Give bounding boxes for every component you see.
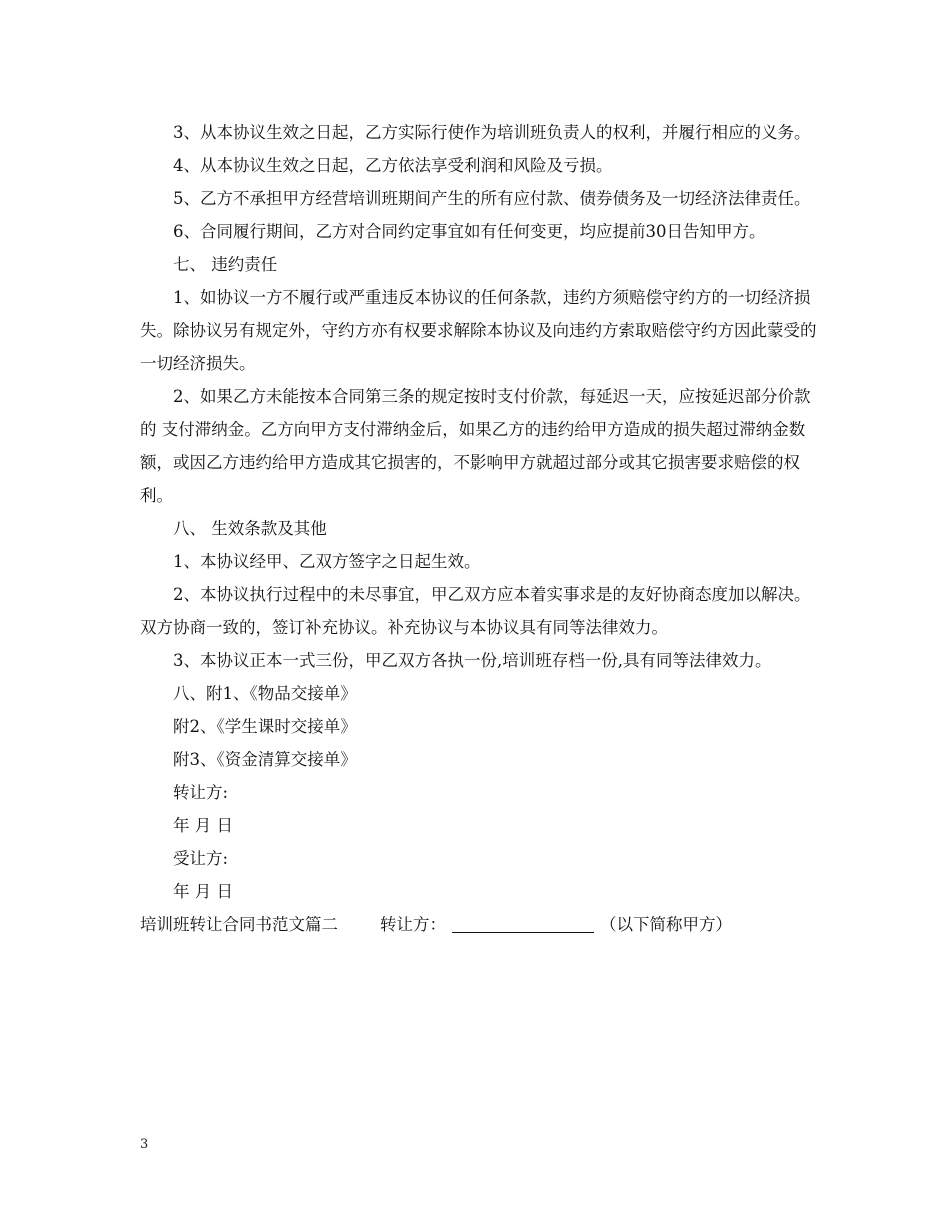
closing-title: 培训班转让合同书范文篇二: [140, 915, 338, 934]
section-8-item-2: 2、本协议执行过程中的未尽事宜，甲乙双方应本着实事求是的友好协商态度加以解决。双方协商一致的，签订补充协议。补充协议与本协议具有同等法律效力。: [140, 585, 811, 637]
attachment-1: 八、附1、《物品交接单》: [173, 684, 357, 703]
document-body: [140, 116, 818, 941]
closing-transferor-label: 转让方：: [379, 915, 446, 934]
section-8-heading: 八、 生效条款及其他: [173, 519, 327, 538]
section-8-item-1: 1、本协议经甲、乙双方签字之日起生效。: [173, 552, 481, 571]
transferee-date: 年 月 日: [173, 882, 233, 901]
closing-line: [140, 908, 818, 941]
transferee-label: 受让方:: [173, 849, 229, 868]
attachment-3: 附3、《资金清算交接单》: [173, 750, 357, 769]
signature-blank: [452, 914, 594, 933]
transferor-date: 年 月 日: [173, 816, 233, 835]
section-7-item-2: 2、如果乙方未能按本合同第三条的规定按时支付价款，每延迟一天，应按延迟部分价款的 支付滞纳金。乙方向甲方支付滞纳金后，如果乙方的违约给甲方造成的损失超过滞纳金数额，或因乙方违约给甲方造成其它损害的，不影响甲方就超过部分或其它损害要求赔偿的权利。: [140, 387, 811, 505]
paragraph-6: 6、合同履行期间，乙方对合同约定事宜如有任何变更，均应提前30日告知甲方。: [173, 222, 766, 241]
transferor-label: 转让方:: [173, 783, 229, 802]
paragraph-3: 3、从本协议生效之日起，乙方实际行使作为培训班负责人的权利，并履行相应的义务。: [173, 123, 811, 142]
page-number: 3: [140, 1137, 149, 1152]
paragraph-5: 5、乙方不承担甲方经营培训班期间产生的所有应付款、债券债务及一切经济法律责任。: [173, 189, 811, 208]
section-7-heading: 七、 违约责任: [173, 255, 278, 274]
section-8-item-3: 3、本协议正本一式三份，甲乙双方各执一份,培训班存档一份,具有同等法律效力。: [173, 651, 772, 670]
paragraph-4: 4、从本协议生效之日起，乙方依法享受利润和风险及亏损。: [173, 156, 613, 175]
attachment-2: 附2、《学生课时交接单》: [173, 717, 357, 736]
section-7-item-1: 1、如协议一方不履行或严重违反本协议的任何条款，违约方须赔偿守约方的一切经济损失。除协议另有规定外，守约方亦有权要求解除本协议及向违约方索取赔偿守约方因此蒙受的一切经济损失。: [140, 288, 817, 373]
closing-note: （以下简称甲方）: [599, 915, 732, 934]
